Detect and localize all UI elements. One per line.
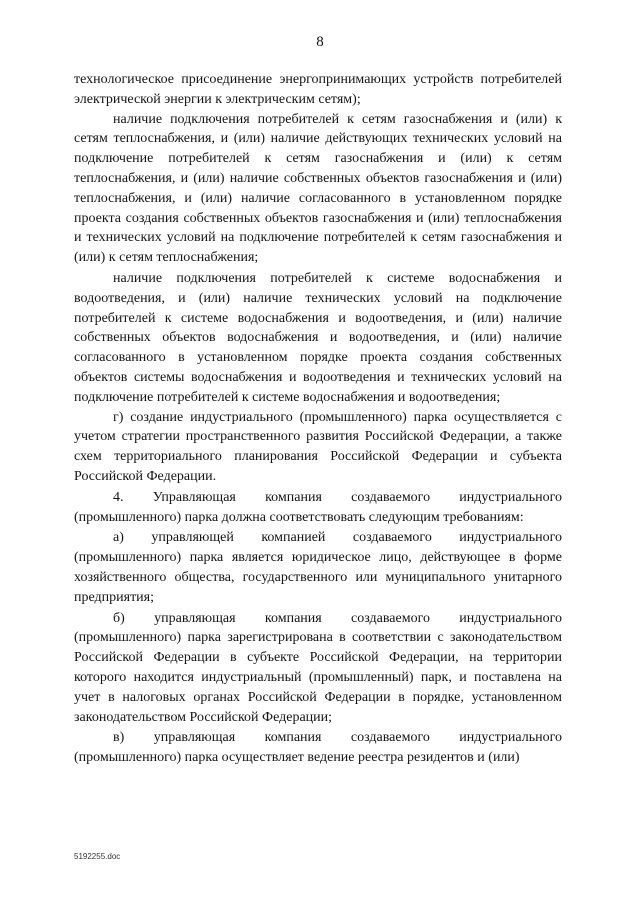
document-footer: 5192255.doc <box>74 852 121 861</box>
paragraph-item-v: в) управляющая компания создаваемого индустриального (промышленного) парка осуществляет ведение реестра резидентов и (или) <box>74 730 562 766</box>
paragraph-item-b: б) управляющая компания создаваемого индустриального (промышленного) парка зарегистрирована в соответствии с законодательством Российской Федерации в субъекте Российской Федерации, на территории которого находится индустриальный (промышленный) парк, и поставлена на учет в налоговых органах Российской Федерации в порядке, установленном законодательством Российской Федерации; <box>74 610 562 725</box>
page-number: 8 <box>316 34 324 50</box>
paragraph-gas-heat-supply: наличие подключения потребителей к сетям газоснабжения и (или) к сетям теплоснабжения, и (или) наличие действующих технических условий на подключение потребителей к сетям газоснабжения и (или) к сетям теплоснабжения, и (или) наличие собственных объектов газоснабжения и (или) теплоснабжения, и (или) наличие согласованного в установленном порядке проекта создания собственных объектов газоснабжения и (или) теплоснабжения и технических условий на подключение потребителей к сетям газоснабжения и (или) к сетям теплоснабжения; <box>74 111 562 266</box>
document-body <box>74 70 562 768</box>
paragraph-water-supply: наличие подключения потребителей к системе водоснабжения и водоотведения, и (или) наличие технических условий на подключение потребителей к системе водоснабжения и водоотведения, и (или) наличие собственных объектов водоснабжения и водоотведения, и (или) наличие согласованного в установленном порядке проекта создания собственных объектов системы водоснабжения и водоотведения и технических условий на подключение потребителей к системе водоснабжения и водоотведения; <box>74 270 562 405</box>
paragraph-item-a: а) управляющей компанией создаваемого индустриального (промышленного) парка является юридическое лицо, действующее в форме хозяйственного общества, государственного или муниципального унитарного предприятия; <box>74 530 562 605</box>
paragraph-continuation: технологическое присоединение энергопринимающих устройств потребителей электрической энергии к электрическим сетям); <box>74 72 562 107</box>
paragraph-item-g: г) создание индустриального (промышленного) парка осуществляется с учетом стратегии пространственного развития Российской Федерации, а также схем территориального планирования Российской Федерации и субъекта Российской Федерации. <box>74 409 562 484</box>
paragraph-clause-4: 4. Управляющая компания создаваемого индустриального (промышленного) парка должна соответствовать следующим требованиям: <box>74 489 562 525</box>
